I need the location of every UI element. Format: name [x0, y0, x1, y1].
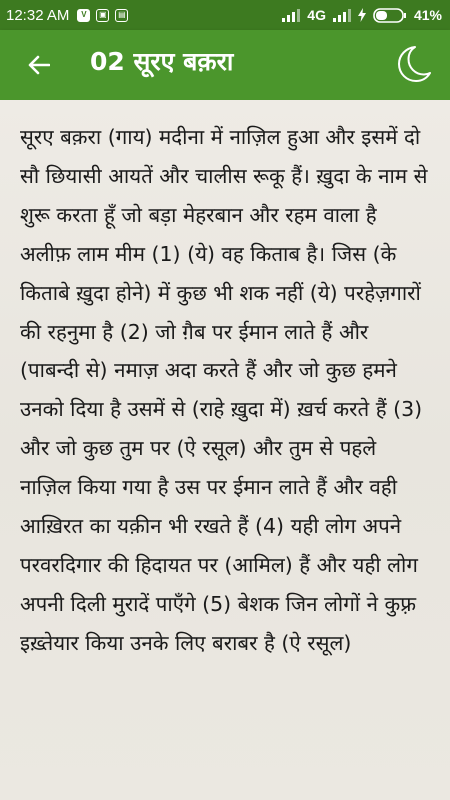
- crescent-moon-icon: [397, 45, 431, 83]
- app-bar: [0, 30, 450, 100]
- status-bar: [0, 0, 450, 30]
- battery-icon: [373, 8, 407, 23]
- vibe-icon: V: [77, 9, 90, 22]
- signal-icon-2: [333, 8, 351, 22]
- app-icon: ▤: [115, 9, 128, 22]
- arrow-left-icon: [28, 55, 50, 75]
- surah-text: सूरए बक़रा (गाय) मदीना में नाज़िल हुआ और इसमें दो सौ छियासी आयतें और चालीस रूकू हैं। ख़ुदा के नाम से शुरू करता हूँ जो बड़ा मेहरबान और रहम वाला है अलीफ़ लाम मीम (1) (ये) वह किताब है। जिस (के किताबे ख़ुदा होने) में कुछ भी शक नहीं (ये) परहेज़गारों की रहनुमा है (2) जो ग़ैब पर ईमान लाते हैं और (पाबन्दी से) नमाज़ अदा करते हैं और जो कुछ हमने उनको दिया है उसमें से (राहे ख़ुदा में) ख़र्च करते हैं (3) और जो कुछ तुम पर (ऐ रसूल) और तुम से पहले नाज़िल किया गया है उस पर ईमान लाते हैं और वही आख़िरत का यक़ीन भी रखते हैं (4) यही लोग अपने परवरदिगार की हिदायत पर (आमिल) हैं और यही लोग अपनी दिली मुरादें पाएँगे (5) बेशक जिन लोगों ने कुफ़्र इख़्तेयार किया उनके लिए बराबर है (ऐ रसूल): [20, 125, 428, 655]
- battery-percentage: 41%: [413, 7, 442, 23]
- charging-icon: [358, 8, 366, 22]
- signal-icon: [282, 8, 300, 22]
- page-title: 02 सूरए बक़रा: [90, 47, 234, 76]
- status-time: 12:32 AM: [6, 6, 70, 24]
- status-left: [0, 7, 128, 24]
- status-right: [282, 7, 450, 23]
- gallery-icon: ▣: [96, 9, 109, 22]
- network-label: 4G: [307, 7, 326, 23]
- content-area[interactable]: [0, 100, 450, 800]
- back-button[interactable]: [22, 50, 56, 80]
- night-mode-button[interactable]: [394, 44, 434, 84]
